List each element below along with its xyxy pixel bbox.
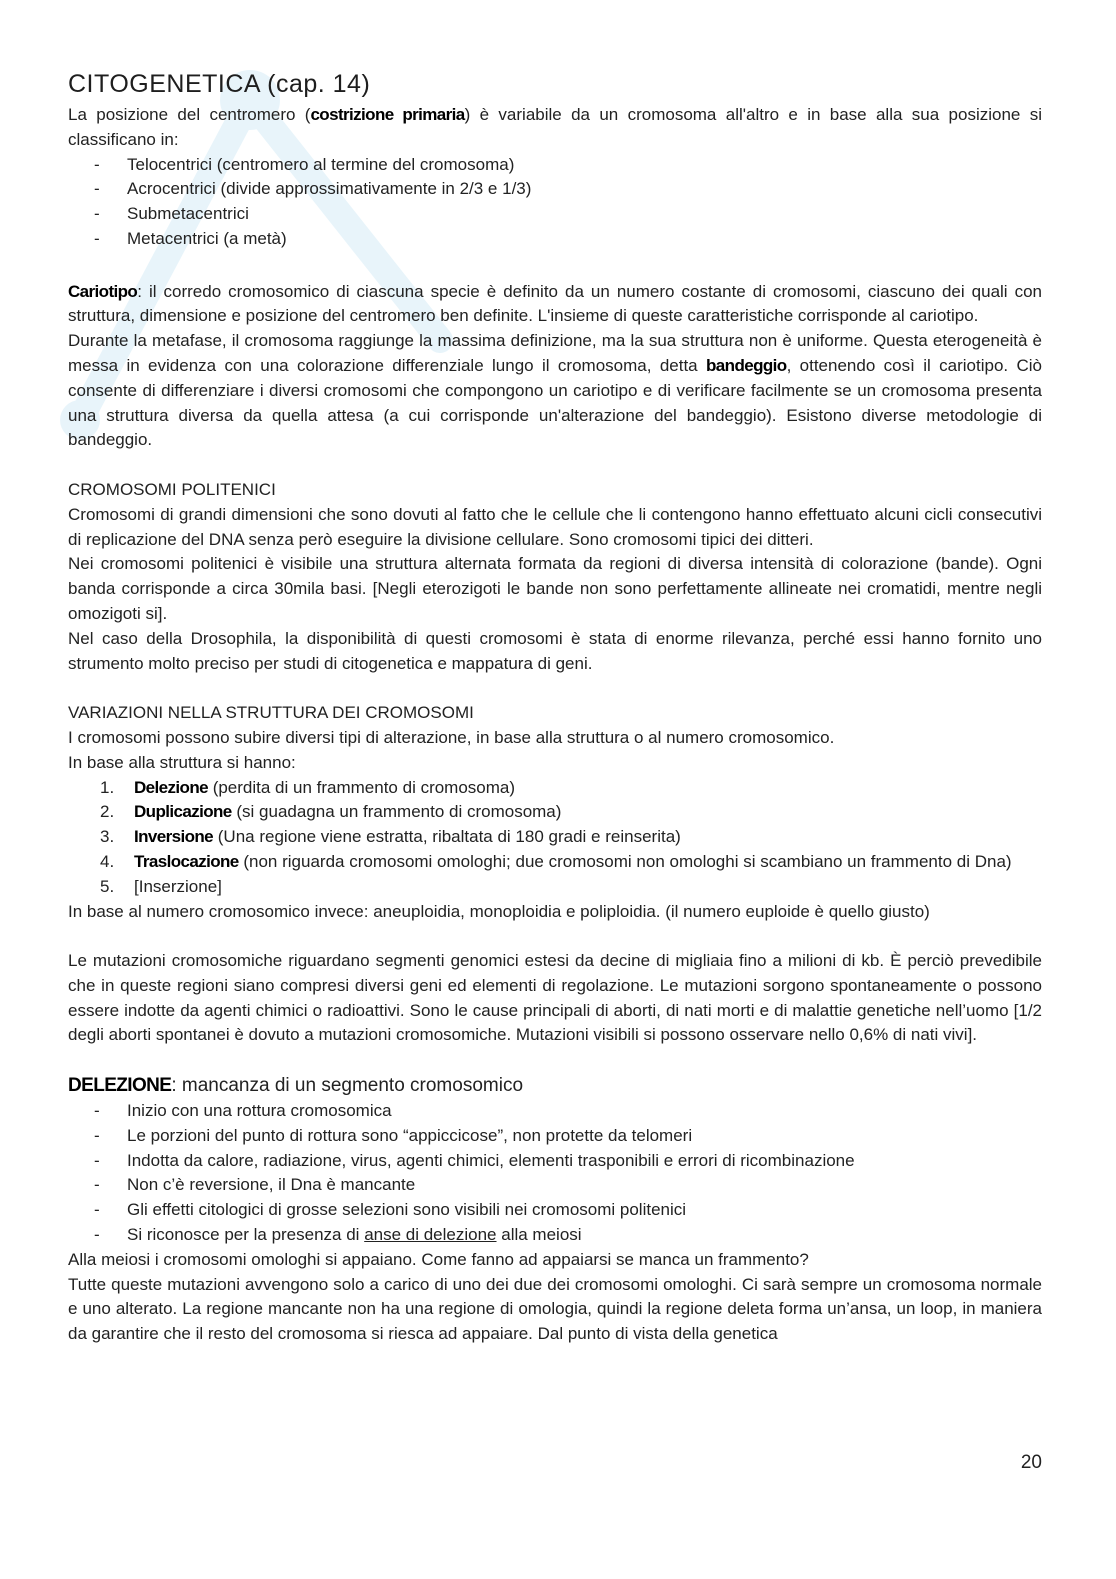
underlined-anse-di-delezione: anse di delezione xyxy=(364,1225,497,1245)
list-item: - Telocentrici (centromero al termine del cromosoma) xyxy=(68,153,1042,178)
list-item: 5. [Inserzione] xyxy=(100,876,222,896)
politenici-paragraph-3: Nel caso della Drosophila, la disponibilità di questi cromosomi è stata di enorme rilevanza, perché essi hanno fornito uno strumento molto preciso per studi di citogenetica e mappatura di geni. xyxy=(68,628,1042,673)
structure-variations-list xyxy=(68,776,1042,900)
page-number: 20 xyxy=(1020,1452,1042,1473)
page-title: CITOGENETICA (cap. 14) xyxy=(68,70,371,98)
list-item: - Inizio con una rottura cromosomica xyxy=(68,1099,1042,1124)
list-item: - Non c’è reversione, il Dna è mancante xyxy=(68,1173,1042,1198)
variazioni-paragraph-2: In base alla struttura si hanno: xyxy=(68,752,296,772)
bandeggio-paragraph: Durante la metafase, il cromosoma raggiunge la massima definizione, ma la sua struttura non è uniforme. Questa eterogeneità è messa in evidenza con una colorazione differenziale lungo il cromosoma, detta bandeggio, ottenendo così il cariotipo. Ciò consente di differenziare i diversi cromosomi che compongono un cariotipo e di verificare facilmente se un cromosoma presenta una struttura diversa da quella attesa (a cui corrisponde un'alterazione del bandeggio). Esistono diverse metodologie di bandeggio. xyxy=(68,331,1042,450)
delezione-paragraph-2: Tutte queste mutazioni avvengono solo a carico di uno dei due dei cromosomi omologhi. Ci sarà sempre un cromosoma normale e uno alterato. La regione mancante non ha una regione di omologia, quindi la regione deleta forma un’ansa, un loop, in maniera da garantire che il resto del cromosoma si riesca ad appaiare. Dal punto di vista della genetica xyxy=(68,1274,1042,1344)
mutazioni-paragraph: Le mutazioni cromosomiche riguardano segmenti genomici estesi da decine di migliaia fino a milioni di kb. È perciò prevedibile che in queste regioni siano compresi diversi geni ed elementi di regolazione. Le mutazioni sorgono spontaneamente o possono essere indotte da agenti chimici o radioattivi. Sono le cause principali di aborti, di nati morti e di malattie genetiche nell’uomo [1/2 degli aborti spontanei è dovuto a mutazioni cromosomiche. Mutazioni visibili si possono osservare nello 0,6% di nati vivi]. xyxy=(68,951,1042,1045)
document-page xyxy=(68,70,1042,1347)
list-item: - Acrocentrici (divide approssimativamente in 2/3 e 1/3) xyxy=(68,177,1042,202)
list-item: - Le porzioni del punto di rottura sono “appiccicose”, non protette da telomeri xyxy=(68,1124,1042,1149)
section-heading-delezione: DELEZIONE: mancanza di un segmento cromosomico xyxy=(68,1075,524,1097)
list-item: 3. Inversione (Una regione viene estratta, ribaltata di 180 gradi e reinserita) xyxy=(100,827,681,847)
list-item: - Metacentrici (a metà) xyxy=(68,227,1042,252)
delezione-list xyxy=(68,1099,1042,1248)
list-item: - Gli effetti citologici di grosse selezioni sono visibili nei cromosomi politenici xyxy=(68,1198,1042,1223)
highlight-costrizione-primaria: costrizione primaria xyxy=(310,105,465,124)
term-cariotipo: Cariotipo xyxy=(68,281,138,301)
list-item: - Submetacentrici xyxy=(68,202,1042,227)
variazioni-paragraph-1: I cromosomi possono subire diversi tipi di alterazione, in base alla struttura o al numero cromosomico. xyxy=(68,727,835,747)
list-item: 2. Duplicazione (si guadagna un frammento di cromosoma) xyxy=(100,802,562,822)
politenici-paragraph-2: Nei cromosomi politenici è visibile una struttura alternata formata da regioni di diversa intensità di colorazione (bande). Ogni banda corrisponde a circa 30mila basi. [Negli eterozigoti le bande non sono perfettamente allineate nei cromatidi, mentre negli omozigoti si]. xyxy=(68,554,1042,623)
list-item: 4. Traslocazione (non riguarda cromosomi omologhi; due cromosomi non omologhi si scambiano un frammento di Dna) xyxy=(100,851,1012,871)
list-item: - Si riconosce per la presenza di anse di delezione alla meiosi xyxy=(68,1223,1042,1248)
politenici-paragraph-1: Cromosomi di grandi dimensioni che sono dovuti al fatto che le cellule che li contengono hanno effettuato alcuni cicli consecutivi di replicazione del DNA senza però eseguire la divisione cellulare. Sono cromosomi tipici dei ditteri. xyxy=(68,504,1042,549)
delezione-paragraph-1: Alla meiosi i cromosomi omologhi si appaiano. Come fanno ad appaiarsi se manca un frammento? xyxy=(68,1249,809,1269)
intro-paragraph: La posizione del centromero (costrizione primaria) è variabile da un cromosoma all'altro e in base alla sua posizione si classificano in: xyxy=(68,105,1042,149)
section-heading-politenici: CROMOSOMI POLITENICI xyxy=(68,479,276,499)
centromere-types-list xyxy=(68,153,1042,252)
variazioni-paragraph-3: In base al numero cromosomico invece: aneuploidia, monoploidia e poliploidia. (il numero euploide è quello giusto) xyxy=(68,901,930,921)
list-item: - Indotta da calore, radiazione, virus, agenti chimici, elementi trasponibili e errori di ricombinazione xyxy=(68,1149,1042,1174)
term-bandeggio: bandeggio xyxy=(706,355,787,375)
cariotipo-paragraph: Cariotipo: il corredo cromosomico di ciascuna specie è definito da un numero costante di cromosomi, ciascuno dei quali con struttura, dimensione e posizione del centromero ben definite. L'insieme di queste caratteristiche corrisponde al cariotipo. xyxy=(68,281,1042,326)
list-item: 1. Delezione (perdita di un frammento di cromosoma) xyxy=(100,777,516,797)
section-heading-variazioni: VARIAZIONI NELLA STRUTTURA DEI CROMOSOMI xyxy=(68,703,474,723)
